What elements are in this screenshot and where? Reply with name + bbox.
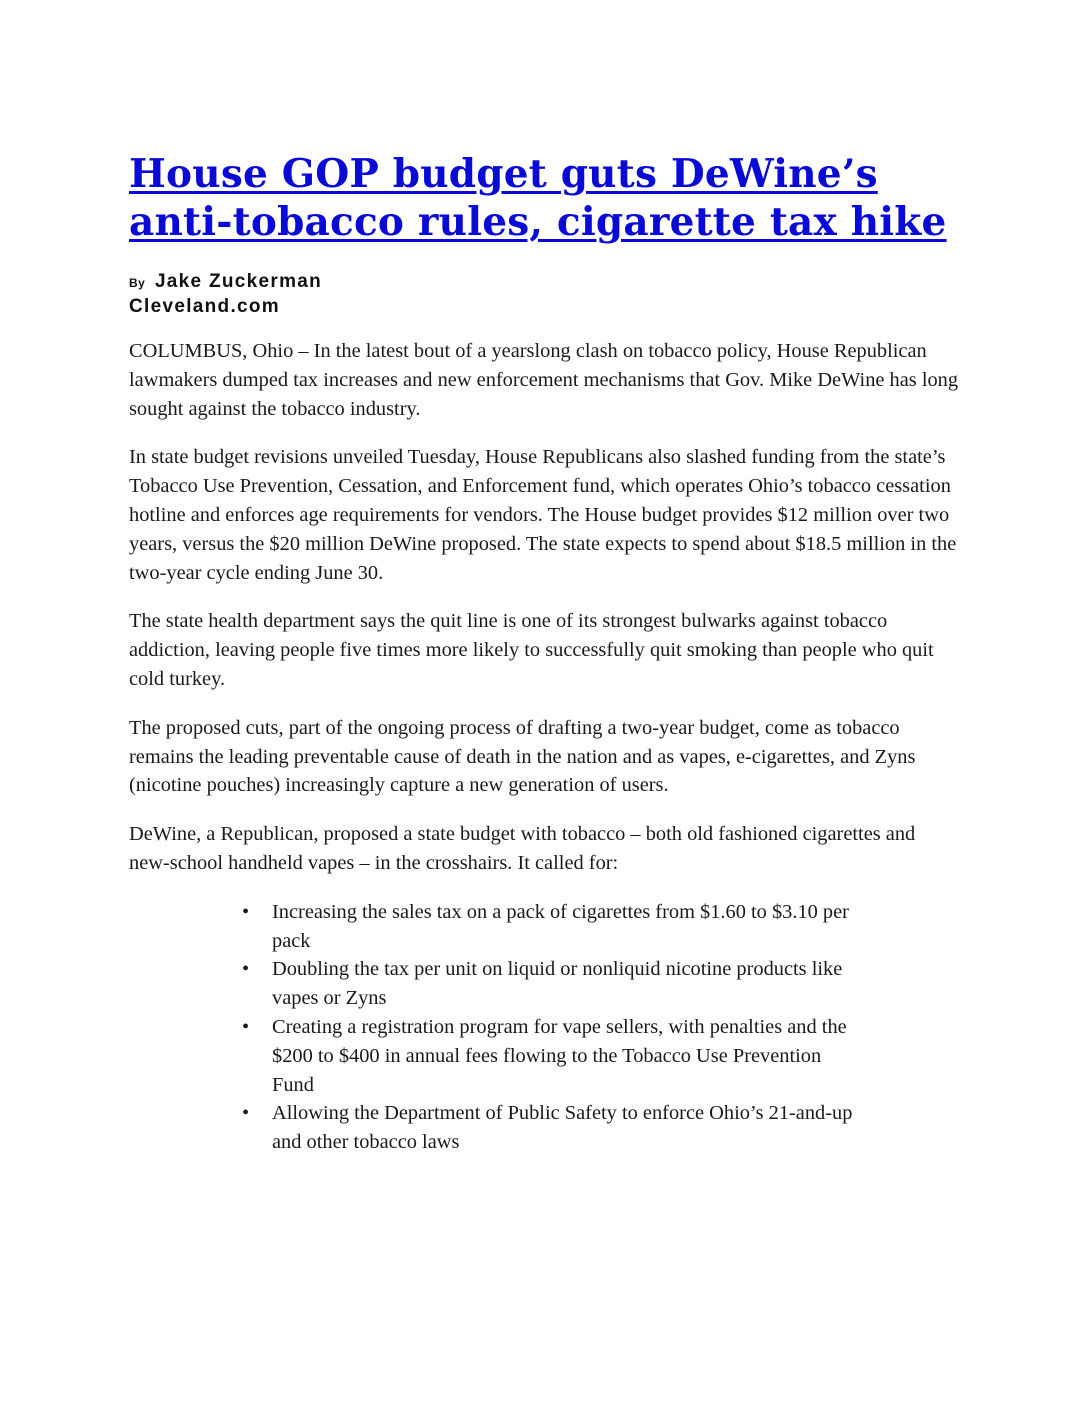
author-line [129,270,959,295]
list-item-text: Creating a registration program for vape sellers, with penalties and the $200 to $400 in annual fees flowing to the Tobacco Use Prevention Fund [272,1015,847,1096]
bullet-icon: • [242,1015,250,1038]
list-item [242,898,862,956]
bullet-icon: • [242,1102,250,1125]
list-item [242,1013,862,1099]
byline-prefix: By [129,276,146,290]
bullet-icon: • [242,958,250,981]
headline-link[interactable]: House GOP budget guts DeWine’s anti-tobacco rules, cigarette tax hike [129,151,947,245]
list-item-text: Doubling the tax per unit on liquid or nonliquid nicotine products like vapes or Zyns [272,958,843,1010]
author-name: Jake Zuckerman [154,271,323,292]
paragraph: DeWine, a Republican, proposed a state budget with tobacco – both old fashioned cigarettes and new-school handheld vapes – in the crosshairs. It called for: [129,823,916,874]
source-name: Cleveland.com [129,296,281,317]
paragraph: The state health department says the quit line is one of its strongest bulwarks against tobacco addiction, leaving people five times more likely to successfully quit smoking than people who quit cold turkey. [129,610,934,690]
list-item [242,955,862,1013]
list-item-text: Allowing the Department of Public Safety to enforce Ohio’s 21-and-up and other tobacco laws [272,1102,853,1154]
proposal-list [129,898,959,1157]
article [129,150,959,1157]
headline [129,150,959,246]
list-item [242,1099,862,1157]
article-body [129,337,959,1157]
byline [129,270,959,319]
list-item-text: Increasing the sales tax on a pack of cigarettes from $1.60 to $3.10 per pack [272,900,849,952]
paragraph: The proposed cuts, part of the ongoing process of drafting a two-year budget, come as tobacco remains the leading preventable cause of death in the nation and as vapes, e-cigarettes, and Zyns (nicotine pouches) increasingly capture a new generation of users. [129,716,916,797]
bullet-icon: • [242,900,250,923]
paragraph: In state budget revisions unveiled Tuesday, House Republicans also slashed funding from the state’s Tobacco Use Prevention, Cessation, and Enforcement fund, which operates Ohio’s tobacco cessation hotline and enforces age requirements for vendors. The House budget provides $12 million over two years, versus the $20 million DeWine proposed. The state expects to spend about $18.5 million in the two-year cycle ending June 30. [129,446,957,584]
paragraph: COLUMBUS, Ohio – In the latest bout of a yearslong clash on tobacco policy, House Republican lawmakers dumped tax increases and new enforcement mechanisms that Gov. Mike DeWine has long sought against the tobacco industry. [129,340,959,420]
